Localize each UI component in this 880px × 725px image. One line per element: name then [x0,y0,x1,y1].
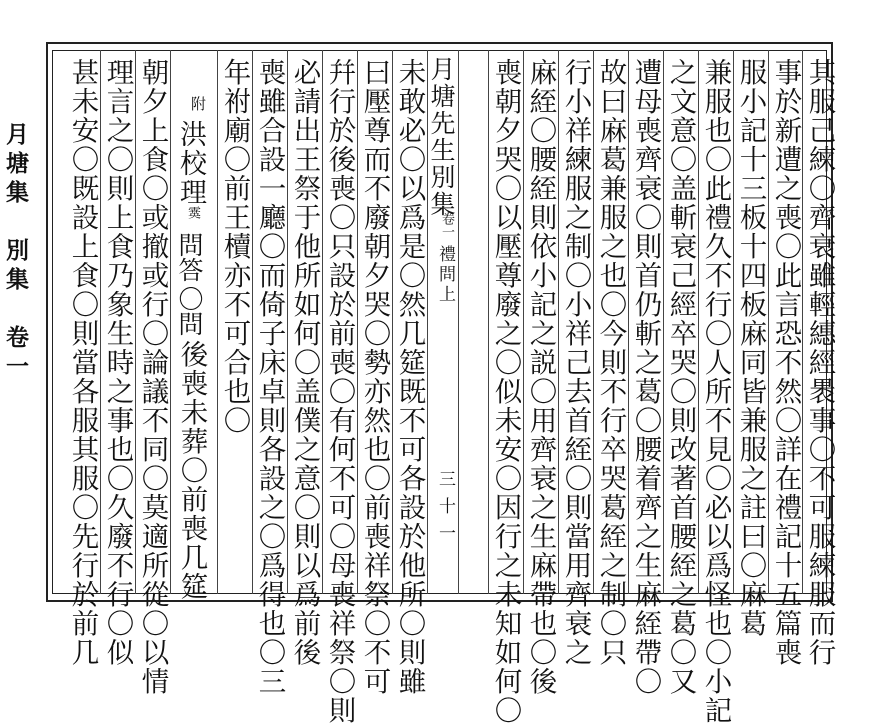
centre-title: 月塘先生別集 [427,56,456,218]
column-rule [170,50,171,594]
text-column: 必請出王祭于他所如何〇盖僕之意〇則以爲前後 [288,58,321,667]
column-rule [287,50,288,594]
text-column: 遭母喪齊衰〇則首仍斬之葛〇腰着齊之生麻絰帶〇 [629,58,662,696]
centre-volume-mark: 卷一 [439,212,454,238]
text-column: 兼服也〇此禮久不行〇人所不見〇必以爲怪也〇小記 [699,58,732,725]
text-column: 朝夕上食〇或撤或行〇論議不同〇莫適所從〇以情 [136,58,169,696]
column-rule [135,50,136,594]
text-column: 其服己練〇齊衰雖輕繐經褁事〇不可服練服而行 [803,58,836,667]
text-column: 喪雖合設一廳〇而倚子床卓則各設之〇爲得也〇三 [253,58,286,696]
column-rule [357,50,358,594]
text-column: 麻絰〇腰絰則依小記之説〇用齊衰之生麻帶也〇後 [524,58,557,696]
text-column: 幷行於後喪〇只設於前喪〇有何不可〇母喪祥祭〇則 [323,58,356,725]
text-column: 年祔廟〇前王櫝亦不可合也〇 [218,58,251,435]
column-rule [663,50,664,594]
page-number: 三十一 [435,470,455,551]
text-column: 事於新遭之喪〇此言恐不然〇詳在禮記十五篇喪 [769,58,802,667]
text-column: 服小記十三板十四板麻同皆兼服之註曰〇麻葛 [734,58,767,638]
book-title-margin: 月塘集 別集 卷一 [2,122,29,383]
appendix-question-mark: 〇問 [175,286,204,336]
column-rule [733,50,734,594]
text-column: 喪朝夕哭〇以壓尊廢之〇似未安〇因行之未知如何〇 [489,58,522,725]
text-column: 故曰麻葛兼服之也〇今則不行卒哭葛絰之制〇只 [594,58,627,667]
column-rule [628,50,629,594]
text-column: 曰壓尊而不廢朝夕哭〇勢亦然也〇前喪祥祭〇不可 [358,58,391,696]
text-column: 理言之〇則上食乃象生時之事也〇久廢不行〇似 [101,58,134,667]
column-rule [458,50,459,594]
appendix-author: 洪校理 [175,120,206,207]
text-column: 未敢必〇以爲是〇然几筵既不可各設於他所〇則雖 [393,58,426,696]
appendix-question-label: 問答 [175,232,204,282]
text-column: 行小祥練服之制〇小祥己去首絰〇則當用齊衰之 [559,58,592,667]
column-rule [392,50,393,594]
column-rule [217,50,218,594]
column-rule [558,50,559,594]
column-rule [593,50,594,594]
text-column: 之文意〇盖斬衰己經卒哭〇則改著首腰絰之葛〇又 [664,58,697,696]
column-rule [100,50,101,594]
column-rule [698,50,699,594]
centre-section: 禮問上 [435,245,455,305]
text-column: 甚未安〇既設上食〇則當各服其服〇先行於前几 [66,58,99,667]
column-rule [252,50,253,594]
column-rule [488,50,489,594]
appendix-label: 附 [189,96,207,112]
column-rule [523,50,524,594]
column-rule [802,50,803,594]
appendix-author-name: 霙 [185,206,200,220]
column-rule [322,50,323,594]
column-rule [768,50,769,594]
appendix-text: 後喪未葬〇前喪几筵 [175,340,208,601]
